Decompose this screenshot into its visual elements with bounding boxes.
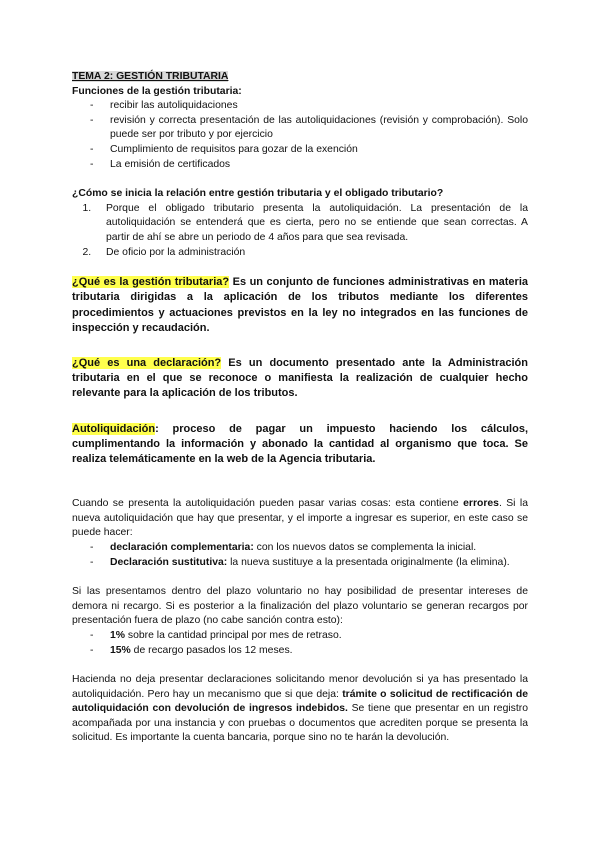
definition-autoliquidacion bbox=[72, 422, 528, 468]
document-title: TEMA 2: GESTIÓN TRIBUTARIA bbox=[72, 71, 229, 82]
document-page bbox=[72, 70, 528, 746]
list-item bbox=[90, 629, 528, 644]
term-colon: : bbox=[155, 422, 159, 435]
item-text: con los nuevos datos se complementa la inicial. bbox=[253, 541, 477, 553]
list-item bbox=[90, 541, 528, 556]
term-declaracion: ¿Qué es una declaración? bbox=[72, 356, 222, 369]
list-item: 2. De oficio por la administración bbox=[94, 246, 528, 261]
paragraph-text: . Si la nueva autoliquidación que hay que presentar, y el importe a ingresar es superior, en este caso se puede hacer: bbox=[72, 498, 528, 539]
list-item: - La emisión de certificados bbox=[90, 158, 528, 173]
list-item: - Cumplimiento de requisitos para gozar de la exención bbox=[90, 143, 528, 158]
definition-declaracion bbox=[72, 356, 528, 402]
list-item: - revisión y correcta presentación de las autoliquidaciones (revisión y comprobación). Solo puede ser por tributo y por ejercicio bbox=[90, 114, 528, 143]
definition-text: Es un conjunto de funciones administrativas en materia tributaria dirigidas a la aplicación de los tributos mediante los diferentes procedimientos y actuaciones previstos en la ley no integrados en las funciones de inspección y recaudación. bbox=[72, 276, 528, 334]
inicio-list bbox=[72, 202, 528, 260]
definition-text: proceso de pagar un impuesto haciendo los cálculos, cumplimentando la información y abonado la cantidad al organismo que toca. Se realiza telemáticamente en la web de la Agencia tributaria. bbox=[72, 422, 528, 465]
errores-bold: errores bbox=[463, 498, 499, 510]
definition-gestion bbox=[72, 275, 528, 336]
term-autoliquidacion: Autoliquidación bbox=[72, 422, 156, 435]
devolucion-paragraph bbox=[72, 673, 528, 746]
list-item: - recibir las autoliquidaciones bbox=[90, 99, 528, 114]
item-text: de recargo pasados los 12 meses. bbox=[130, 644, 293, 656]
devolucion-bold: trámite o solicitud de rectificación de autoliquidación con devolución de ingresos indebidos. bbox=[72, 688, 528, 715]
definition-text: Es un documento presentado ante la Administración tributaria en el que se reconoce o manifiesta la realización de cualquier hecho relevante para la aplicación de los tributos. bbox=[72, 356, 528, 400]
funciones-list bbox=[72, 99, 528, 172]
list-item: 1. Porque el obligado tributario presenta la autoliquidación. La presentación de la autoliquidación se entenderá que es cierta, pero no se entiende que sean correctas. A partir de ahí se abre un periodo de 4 años para que sea revisada. bbox=[94, 202, 528, 246]
plazo-paragraph: Si las presentamos dentro del plazo voluntario no hay posibilidad de presentar intereses de demora ni recargo. Si es posterior a la finalización del plazo voluntario se generan recargos por presentación fuera de plazo (no cabe sanción contra esto): bbox=[72, 586, 528, 627]
errores-paragraph bbox=[72, 497, 528, 541]
list-item bbox=[90, 556, 528, 571]
item-bold: 1% bbox=[110, 629, 126, 641]
errores-list bbox=[72, 541, 528, 570]
paragraph-text: Cuando se presenta la autoliquidación pueden pasar varias cosas: esta contiene bbox=[72, 498, 464, 510]
item-bold: Declaración sustitutiva: bbox=[110, 556, 228, 568]
item-text: sobre la cantidad principal por mes de retraso. bbox=[125, 629, 342, 641]
inicio-question: ¿Cómo se inicia la relación entre gestión tributaria y el obligado tributario? bbox=[72, 188, 444, 200]
paragraph-text: Se tiene que presentar en un registro acompañada por una instancia y con pruebas o documentos que acrediten porque se presenta la solicitud. Es importante la cuenta bancaria, porque sino no te harán la devolución. bbox=[72, 703, 528, 744]
title-line bbox=[72, 70, 528, 85]
plazo-list bbox=[72, 629, 528, 658]
item-bold: declaración complementaria: bbox=[110, 541, 254, 553]
term-gestion: ¿Qué es la gestión tributaria? bbox=[72, 276, 230, 289]
item-text: la nueva sustituye a la presentada originalmente (la elimina). bbox=[227, 556, 510, 568]
item-bold: 15% bbox=[110, 644, 131, 656]
paragraph-text: Hacienda no deja presentar declaraciones solicitando menor devolución si ya has presentado la autoliquidación. Pero hay un mecanismo que si que deja: bbox=[72, 674, 528, 700]
funciones-heading: Funciones de la gestión tributaria: bbox=[72, 85, 242, 97]
list-item bbox=[90, 644, 528, 659]
